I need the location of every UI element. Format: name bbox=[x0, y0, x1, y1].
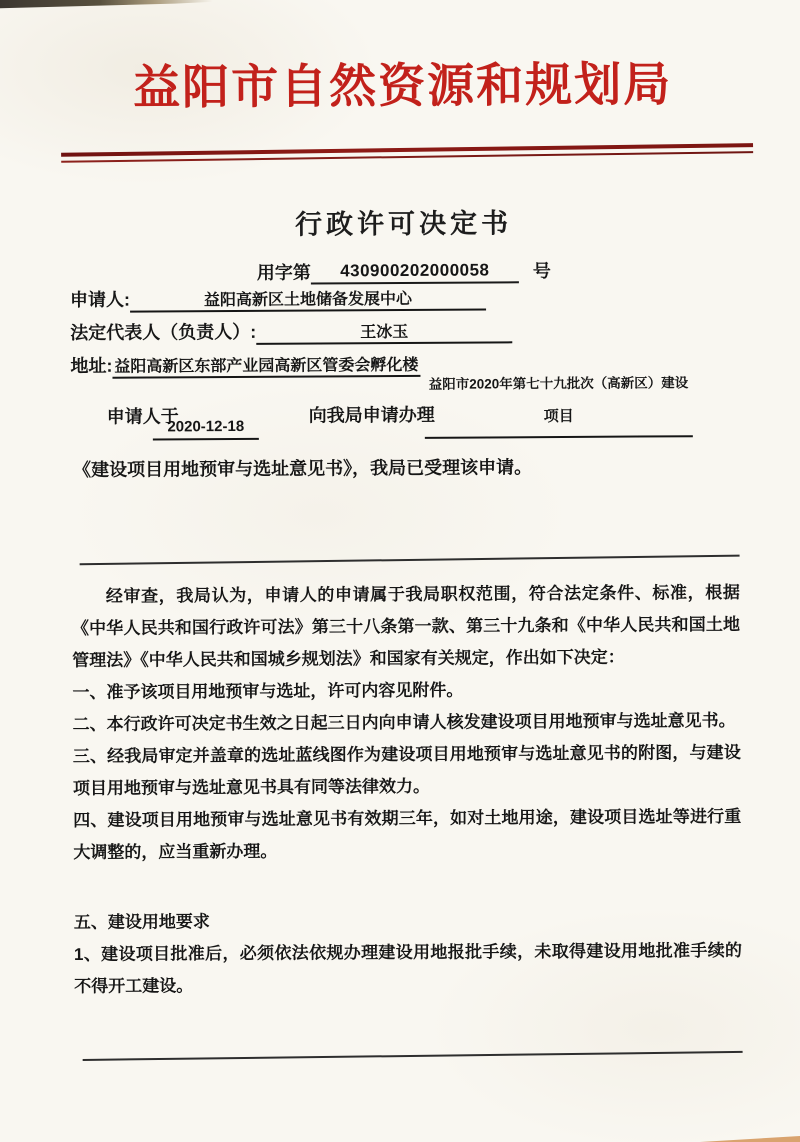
legal-representative-value: 王冰玉 bbox=[256, 318, 512, 345]
document-content bbox=[0, 52, 800, 1142]
document-number-suffix: 号 bbox=[532, 261, 551, 282]
decision-item-2: 二、本行政许可决定书生效之日起三日内向申请人核发建设项目用地预审与选址意见书。 bbox=[72, 710, 736, 735]
application-date: 2020-12-18 bbox=[167, 417, 245, 436]
field-row-legal-representative bbox=[70, 309, 738, 346]
document-title: 行政许可决定书 bbox=[294, 208, 513, 240]
section-separator-bottom bbox=[83, 1051, 743, 1061]
decision-item-4: 四、建设项目用地预审与选址意见书有效期三年，如对土地用途，建设项目选址等进行重大调整的，应当重新办理。 bbox=[73, 806, 742, 862]
address-label: 地址: bbox=[70, 355, 113, 377]
applicant-value: 益阳高新区土地储备发展中心 bbox=[130, 285, 486, 312]
document-number-value: 430900202000058 bbox=[340, 260, 490, 281]
section5-title: 五、建设用地要求 bbox=[73, 912, 210, 932]
application-part1: 申请人于 bbox=[106, 406, 179, 427]
header-rule-thick-line bbox=[61, 143, 753, 157]
decision-item-3: 三、经我局审定并盖章的选址蓝线图作为建设项目用地预审与选址意见书的附图，与建设项目用地预审与选址意见书具有同等法律效力。 bbox=[72, 742, 741, 799]
section-separator-top bbox=[80, 555, 740, 566]
decision-intro: 经审查，我局认为，申请人的申请属于我局职权范围，符合法定条件、标准，根据《中华人民共和国行政许可法》第三十八条第一款、第三十九条和《中华人民共和国土地管理法》《中华人民共和国城乡规划法》和国家有关规定，作出如下决定： bbox=[71, 582, 741, 671]
decision-body bbox=[72, 577, 743, 1003]
project-name-line1: 益阳市2020年第七十九批次（高新区）建设 bbox=[428, 375, 689, 392]
application-part2: 向我局申请办理 bbox=[308, 404, 435, 426]
agency-header: 益阳市自然资源和规划局 bbox=[133, 57, 673, 114]
section5-item-1: 1、建设项目批准后，必须依法依规办理建设用地报批手续，未取得建设用地批准手续的不得开工建设。 bbox=[73, 940, 743, 996]
project-name-line2: 项目 bbox=[543, 407, 574, 426]
legal-representative-label: 法定代表人（负责人）: bbox=[70, 321, 257, 344]
document-number-prefix: 用字第 bbox=[256, 262, 311, 283]
applicant-fields bbox=[70, 276, 739, 379]
applicant-label: 申请人: bbox=[69, 289, 131, 311]
scan-edge-top-artifact bbox=[0, 0, 250, 9]
document-number-blank bbox=[311, 258, 519, 284]
project-name-blank bbox=[424, 375, 692, 439]
field-row-address bbox=[70, 342, 738, 379]
application-date-blank bbox=[153, 392, 259, 441]
application-sentence bbox=[70, 375, 738, 445]
decision-item-1: 一、准予该项目用地预审与选址，许可内容见附件。 bbox=[72, 680, 464, 703]
acceptance-statement: 《建设项目用地预审与选址意见书》，我局已受理该申请。 bbox=[72, 457, 533, 480]
header-double-rule bbox=[61, 143, 753, 163]
address-value: 益阳高新区东部产业园高新区管委会孵化楼 bbox=[112, 352, 420, 379]
